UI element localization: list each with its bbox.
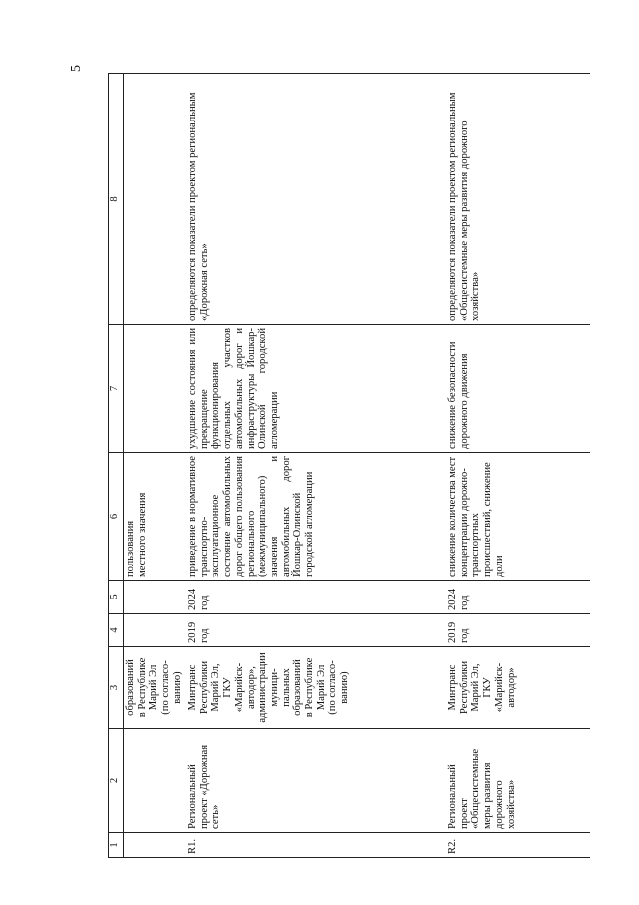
row-number: R1.	[186, 833, 446, 858]
table-cell	[124, 614, 187, 647]
column-header: 6	[109, 453, 124, 581]
executor-cell: образований в Республике Марий Эл (по согласо- ванию)	[124, 647, 187, 729]
column-header: 1	[109, 833, 124, 858]
end-year-cell: 2024 год	[446, 581, 590, 614]
table-cell	[124, 325, 187, 453]
table-cell	[124, 833, 187, 858]
project-name-cell: Региональный проект «Общесистемные меры развития дорожного хозяйства»	[446, 729, 590, 833]
continuation-row	[124, 74, 187, 858]
measures-table	[108, 73, 590, 858]
end-year-cell: 2024 год	[186, 581, 446, 614]
result-cell: приведение в нормативное транспортно-эксплуатационное состояние автомобильных дорог общего пользования регионального (межмуниципального) значения и автомобильных дорог Йошкар-Олинской городской агломерации	[186, 453, 446, 581]
consequences-cell: ухудшение состояния или прекращение функционирования отдельных участков автомобильных дорог и инфраструктуры Йошкар-Олинской городской агломерации	[186, 325, 446, 453]
header-row	[109, 74, 124, 858]
column-header: 5	[109, 581, 124, 614]
row-number: R2.	[446, 833, 590, 858]
column-header: 3	[109, 647, 124, 729]
start-year-cell: 2019 год	[446, 614, 590, 647]
table-cell	[124, 729, 187, 833]
column-header: 2	[109, 729, 124, 833]
executor-cell: Минтранс Республики Марий Эл, ГКУ «Марийск- автодор»	[446, 647, 590, 729]
result-cell: пользования местного значения	[124, 453, 187, 581]
column-header: 4	[109, 614, 124, 647]
consequences-cell: снижение безопасности дорожного движения	[446, 325, 590, 453]
executor-cell: Минтранс Республики Марий Эл, ГКУ «Марийск- автодор», администрации муници- пальных образований в Республике Марий Эл (по согласо- ванию)	[186, 647, 446, 729]
rotated-page	[108, 74, 615, 858]
page-number: 5	[69, 65, 84, 72]
column-header: 8	[109, 74, 124, 325]
result-cell: снижение количества мест концентрации дорожно-транспортных происшествий, снижение доли	[446, 453, 590, 581]
column-header: 7	[109, 325, 124, 453]
table-cell	[124, 581, 187, 614]
indicators-cell: определяются показатели проектом региональным «Общесистемные меры развития дорожного хозяйства»	[446, 74, 590, 325]
table-row	[446, 74, 590, 858]
project-name-cell: Региональный проект «Дорожная сеть»	[186, 729, 446, 833]
table-cell	[124, 74, 187, 325]
indicators-cell: определяются показатели проектом региональным «Дорожная сеть»	[186, 74, 446, 325]
table-row	[186, 74, 446, 858]
start-year-cell: 2019 год	[186, 614, 446, 647]
